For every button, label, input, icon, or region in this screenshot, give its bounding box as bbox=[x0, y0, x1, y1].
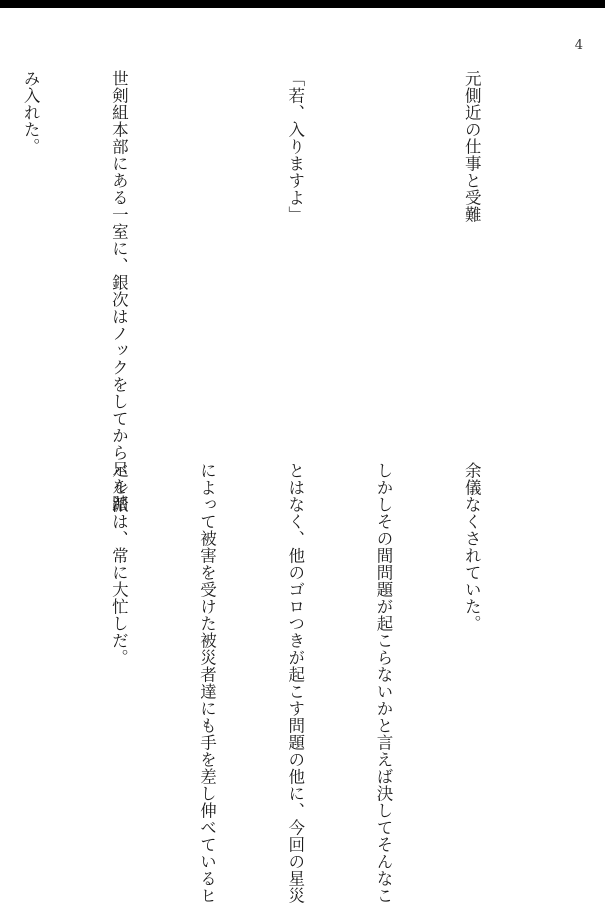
text-line: 「若、入りますよ」 bbox=[285, 70, 305, 223]
text-line: によって被害を受けた被災者達にも手を差し伸べているヒ bbox=[197, 462, 217, 904]
text-line: 世剣組本部にある一室に、銀次はノックをしてから足を踏 bbox=[109, 70, 129, 512]
top-bar bbox=[0, 0, 605, 8]
text-line: とはなく、他のゴロつきが起こす問題の他に、今回の星災 bbox=[285, 462, 305, 904]
text-line: しかしその間問題が起こらないかと言えば決してそんなこ bbox=[373, 462, 393, 904]
text-line: 余儀なくされていた。 bbox=[462, 462, 482, 632]
lower-text-block bbox=[55, 462, 545, 904]
text-line bbox=[16, 462, 45, 862]
page-number: 4 bbox=[574, 38, 583, 53]
text-line: バル派は、常に大忙しだ。 bbox=[109, 462, 129, 666]
upper-text-block bbox=[21, 70, 545, 512]
chapter-title: 元側近の仕事と受難 bbox=[462, 70, 482, 223]
text-line: み入れた。 bbox=[21, 70, 41, 155]
text-line bbox=[369, 70, 398, 425]
text-line bbox=[192, 70, 221, 425]
